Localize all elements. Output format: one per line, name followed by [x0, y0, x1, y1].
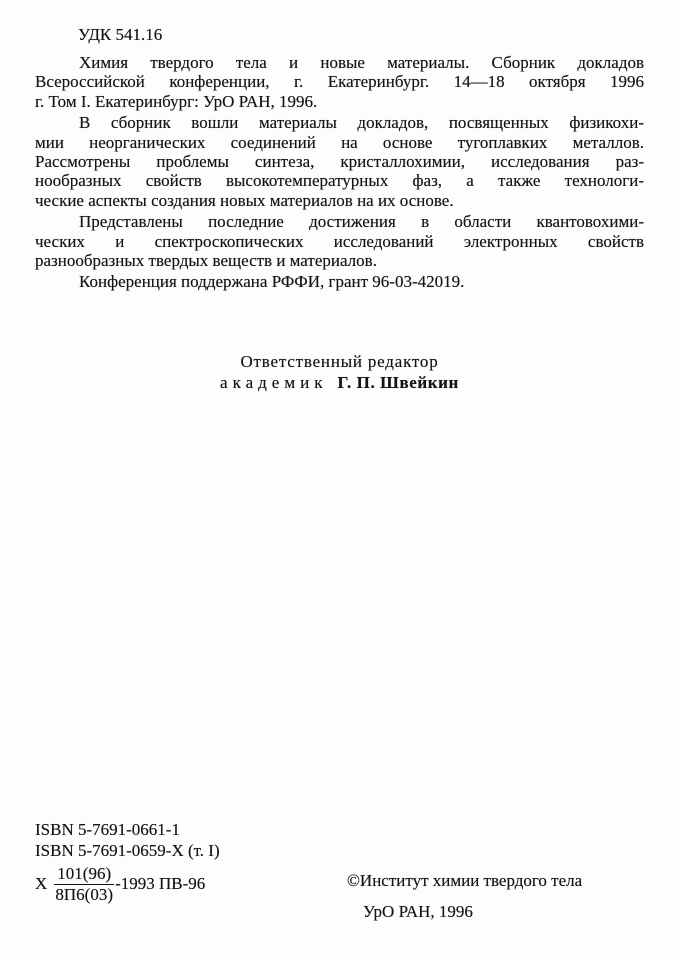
bibliographic-description: [35, 53, 644, 111]
text-line: г. Том I. Екатеринбург: УрО РАН, 1996.: [35, 91, 318, 111]
editor-line: [0, 373, 679, 394]
annotation-paragraph-achievements: [35, 212, 644, 270]
text-line: мии неорганических соединений на основе тугоплавких металлов.: [35, 132, 644, 152]
text-line: Представлены последние достижения в области квантовохими-: [79, 212, 644, 232]
isbn-line-2: ISBN 5-7691-0659-X (т. I): [35, 840, 220, 860]
imprint-block: [35, 820, 220, 903]
text-line: нообразных свойств высокотемпературных фаз, а также технологи-: [35, 171, 644, 191]
annotation-block: [35, 53, 644, 292]
isbn-line-1: ISBN 5-7691-0661-1: [35, 820, 180, 839]
text-line: Конференция поддержана РФФИ, грант 96-03-42019.: [79, 272, 465, 292]
grant-note: [35, 272, 644, 291]
editor-block: [0, 352, 679, 393]
catalog-denominator: 8П6(03): [55, 885, 113, 904]
copyright-year: УрО РАН, 1996: [363, 902, 473, 921]
catalog-fraction: [54, 865, 114, 903]
editor-name: Г. П. Швейкин: [337, 372, 459, 392]
catalog-prefix: Х: [35, 873, 48, 893]
text-line: ческие аспекты создания новых материалов на их основе.: [35, 190, 454, 210]
copyright-holder: ©Институт химии твердого тела: [347, 871, 583, 890]
text-line: В сборник вошли материалы докладов, посвященных физикохи-: [79, 113, 644, 133]
editor-role: Ответственный редактор: [240, 352, 439, 371]
annotation-paragraph-contents: [35, 113, 644, 210]
editor-title: академик: [220, 372, 328, 392]
catalog-numerator: 101(96): [54, 865, 114, 885]
text-line: разнообразных твердых веществ и материалов.: [35, 251, 377, 271]
text-line: Всероссийской конференции, г. Екатеринбург. 14—18 октября 1996: [35, 72, 644, 92]
udc-number: УДК 541.16: [78, 25, 163, 44]
catalog-suffix: -1993 ПВ-96: [115, 873, 206, 893]
copyright-block: [347, 871, 582, 922]
catalog-code: [35, 865, 220, 903]
text-line: ческих и спектроскопических исследований электронных свойств: [35, 231, 644, 251]
text-line: Рассмотрены проблемы синтеза, кристаллохимии, исследования раз-: [35, 152, 644, 172]
text-line: Химия твердого тела и новые материалы. Сборник докладов: [79, 53, 644, 72]
